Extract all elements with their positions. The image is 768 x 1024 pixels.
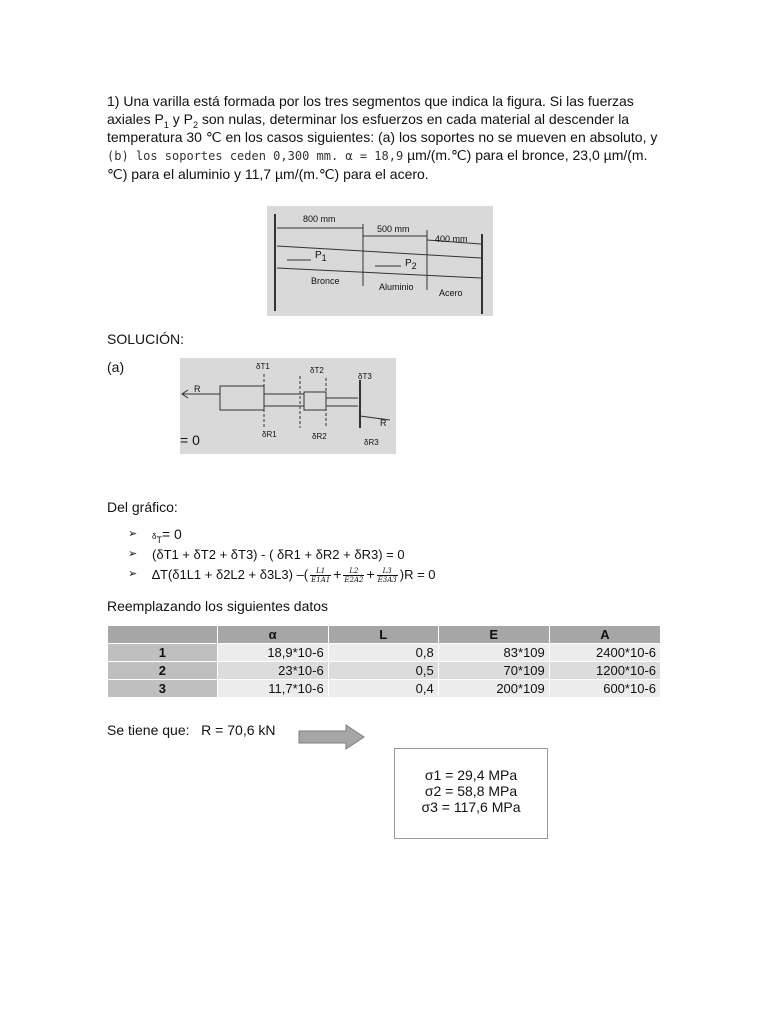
data-table xyxy=(107,625,661,698)
label-bronce: Bronce xyxy=(311,276,340,286)
p2-subscript: 2 xyxy=(192,119,198,130)
dim-500: 500 mm xyxy=(377,224,410,234)
deformation-figure xyxy=(180,358,396,454)
fraction-2: $\frac{L2}{E2A2}$ xyxy=(344,566,364,584)
label-aluminio: Aluminio xyxy=(379,282,414,292)
table-row: 3 11,7*10-6 0,4 200*109 600*10-6 xyxy=(108,680,661,698)
equation-list xyxy=(128,524,548,584)
table-row: 1 18,9*10-6 0,8 83*109 2400*10-6 xyxy=(108,644,661,662)
label-dr2: δR2 xyxy=(312,432,327,441)
del-grafico-label: Del gráfico: xyxy=(107,499,178,515)
label-dr3: δR3 xyxy=(364,438,379,447)
label-eq-zero: = 0 xyxy=(180,432,200,448)
part-a-label: (a) xyxy=(107,359,125,375)
dim-400: 400 mm xyxy=(435,234,468,244)
label-p1: $P_1$ xyxy=(315,250,327,263)
rod-figure xyxy=(267,206,493,316)
arrow-bullet-icon: ➢ xyxy=(128,528,138,540)
problem-text-5: µm/(m.℃) para el bronce, 23,0 µm/(m.℃) para el aluminio y 11,7 µm/(m.℃) para el acero. xyxy=(107,147,648,182)
fraction-1: $\frac{L1}{E1A1}$ xyxy=(311,566,331,584)
label-acero: Acero xyxy=(439,288,463,298)
stress-1: σ1 = 29,4 MPa xyxy=(424,767,518,783)
reemplazando-label: Reemplazando los siguientes datos xyxy=(107,598,329,614)
arrow-bullet-icon: ➢ xyxy=(128,568,138,580)
dim-800: 800 mm xyxy=(303,214,336,224)
stress-3: σ3 = 117,6 MPa xyxy=(421,799,521,815)
fraction-3: $\frac{L3}{E3A3}$ xyxy=(377,566,397,584)
equation-3: ➢ ∆T(δ1L1 + δ2L2 + δ3L3) –( $\frac{L1}{E1A1}$ + $\frac{L2}{E2A2}$ + $\frac{L3}{E3A3}$ )R = 0 xyxy=(128,566,436,584)
right-arrow-icon xyxy=(298,724,366,750)
table-header-row: α L E A xyxy=(108,626,661,644)
table-row: 2 23*10-6 0,5 70*109 1200*10-6 xyxy=(108,662,661,680)
problem-text-2: y P xyxy=(168,111,193,127)
stress-results-box xyxy=(394,748,548,839)
label-dt3: δT3 xyxy=(358,372,372,381)
label-r-left: R xyxy=(194,384,201,394)
arrow-bullet-icon: ➢ xyxy=(128,548,138,560)
problem-text-3: son nulas, determinar los esfuerzos en cada material al descender la temperatura 30 ℃ en los casos siguientes: (a) los soportes no se mueven en absoluto, y xyxy=(107,111,658,145)
label-dt2: δT2 xyxy=(310,366,324,375)
stress-2: σ2 = 58,8 MPa xyxy=(424,783,518,799)
problem-text-4: (b) los soportes ceden 0,300 mm. α = 18,9 xyxy=(107,149,404,163)
problem-statement xyxy=(107,92,667,183)
result-text: Se tiene que: R = 70,6 kN xyxy=(107,722,276,738)
label-dt1: δT1 xyxy=(256,362,270,371)
p1-subscript: 1 xyxy=(163,119,169,130)
rod-diagram xyxy=(267,206,493,316)
label-p2: $P_2$ xyxy=(405,258,417,271)
label-dr1: δR1 xyxy=(262,430,277,439)
equation-1: ➢ $\delta_T= 0$ xyxy=(128,526,182,545)
solution-label: SOLUCIÓN: xyxy=(107,331,185,347)
problem-text-1: 1) Una varilla está formada por los tres segmentos que indica la figura. Si las fuerzas axiales P xyxy=(107,93,634,127)
equation-2: ➢ (δT1 + δT2 + δT3) - ( δR1 + δR2 + δR3) = 0 xyxy=(128,544,548,564)
label-r-right: R xyxy=(380,418,387,428)
